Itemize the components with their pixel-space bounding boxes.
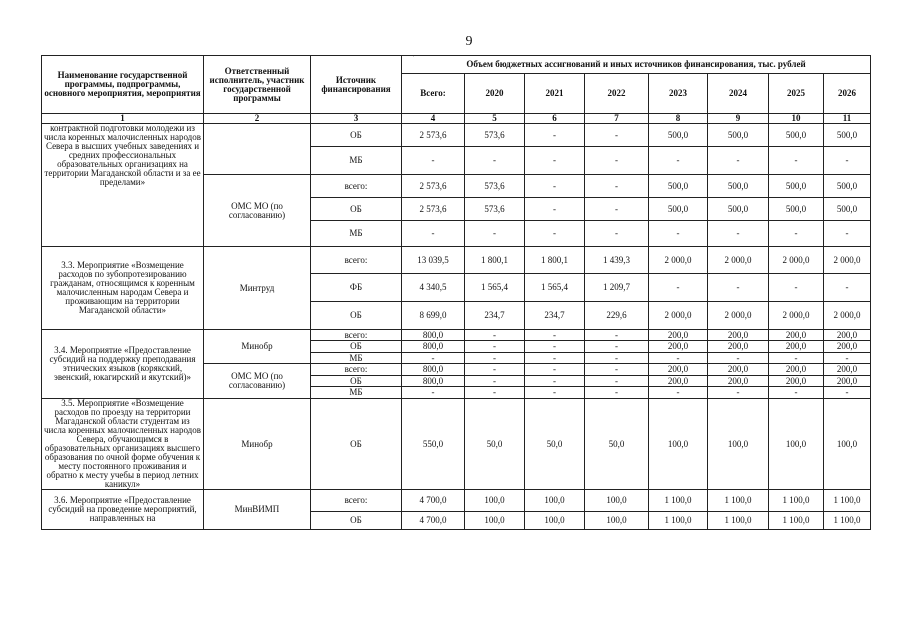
value-cell: 500,0 (708, 175, 769, 198)
value-cell: 800,0 (402, 376, 465, 387)
value-cell: - (465, 376, 525, 387)
value-cell: 573,6 (465, 175, 525, 198)
measure-name: 3.6. Мероприятие «Предоставление субсидий на проведение мероприятий, направленных на (42, 490, 204, 530)
source-cell: МБ (311, 147, 402, 175)
source-cell: всего: (311, 490, 402, 512)
value-cell: 1 100,0 (708, 490, 769, 512)
value-cell: 1 100,0 (649, 490, 708, 512)
executor-cell: ОМС МО (по согласованию) (204, 364, 311, 399)
value-cell: - (585, 387, 649, 399)
value-cell: - (465, 147, 525, 175)
value-cell: 573,6 (465, 198, 525, 221)
executor-cell: Минобр (204, 330, 311, 364)
value-cell: - (824, 221, 871, 247)
value-cell: 2 000,0 (769, 247, 824, 274)
value-cell: 200,0 (824, 330, 871, 341)
value-cell: 2 573,6 (402, 124, 465, 147)
value-cell: 200,0 (708, 364, 769, 376)
value-cell: 1 800,1 (525, 247, 585, 274)
value-cell: - (525, 376, 585, 387)
value-cell: 500,0 (769, 175, 824, 198)
source-cell: МБ (311, 353, 402, 364)
source-cell: ОБ (311, 341, 402, 353)
value-cell: 1 100,0 (824, 490, 871, 512)
value-cell: - (525, 124, 585, 147)
value-cell: 500,0 (649, 124, 708, 147)
column-number: 7 (585, 114, 649, 124)
value-cell: - (525, 364, 585, 376)
value-cell: 2 000,0 (708, 247, 769, 274)
page-number: 9 (465, 34, 473, 49)
value-cell: 100,0 (769, 399, 824, 490)
measure-name: 3.4. Мероприятие «Предоставление субсидий на поддержку преподавания этнических языков (корякский, эвенский, юкагирский и якутский)» (42, 330, 204, 399)
value-cell: - (824, 274, 871, 302)
value-cell: - (402, 353, 465, 364)
value-cell: - (649, 221, 708, 247)
value-cell: 13 039,5 (402, 247, 465, 274)
source-cell: всего: (311, 247, 402, 274)
column-number: 5 (465, 114, 525, 124)
value-cell: 200,0 (769, 330, 824, 341)
value-cell: 229,6 (585, 302, 649, 330)
value-cell: - (465, 353, 525, 364)
value-cell: 4 700,0 (402, 490, 465, 512)
source-cell: МБ (311, 221, 402, 247)
table-row (42, 124, 871, 147)
value-cell: 50,0 (465, 399, 525, 490)
executor-cell (204, 124, 311, 175)
header-year: 2025 (769, 74, 824, 114)
value-cell: - (769, 147, 824, 175)
value-cell: 4 340,5 (402, 274, 465, 302)
value-cell: 500,0 (824, 198, 871, 221)
value-cell: - (525, 198, 585, 221)
value-cell: 1 100,0 (769, 490, 824, 512)
value-cell: - (585, 221, 649, 247)
value-cell: 8 699,0 (402, 302, 465, 330)
value-cell: - (465, 330, 525, 341)
executor-cell: Минтруд (204, 247, 311, 330)
value-cell: 800,0 (402, 330, 465, 341)
value-cell: 1 800,1 (465, 247, 525, 274)
source-cell: ОБ (311, 124, 402, 147)
source-cell: МБ (311, 387, 402, 399)
value-cell: 50,0 (525, 399, 585, 490)
value-cell: - (465, 364, 525, 376)
header-volume: Объем бюджетных ассигнований и иных источников финансирования, тыс. рублей (402, 56, 871, 74)
value-cell: 200,0 (824, 364, 871, 376)
value-cell: - (824, 387, 871, 399)
value-cell: 800,0 (402, 364, 465, 376)
measure-name: 3.5. Мероприятие «Возмещение расходов по проезду на территории Магаданской области студентам из числа коренных малочисленных народов Севера, обучающимся в образовательных организациях высшего образования по очной форме обучения к месту постоянного проживания и обратно к месту учебы в период летних каникул» (42, 399, 204, 490)
value-cell: 1 565,4 (465, 274, 525, 302)
value-cell: 100,0 (465, 512, 525, 530)
source-cell: ОБ (311, 376, 402, 387)
table-row (42, 490, 871, 512)
value-cell: 2 573,6 (402, 175, 465, 198)
source-cell: ОБ (311, 198, 402, 221)
value-cell: 200,0 (649, 341, 708, 353)
value-cell: 200,0 (824, 376, 871, 387)
value-cell: - (649, 387, 708, 399)
value-cell: 550,0 (402, 399, 465, 490)
value-cell: 234,7 (525, 302, 585, 330)
value-cell: - (525, 175, 585, 198)
value-cell: - (585, 175, 649, 198)
header-year: 2024 (708, 74, 769, 114)
value-cell: 234,7 (465, 302, 525, 330)
value-cell: - (769, 274, 824, 302)
value-cell: 1 100,0 (824, 512, 871, 530)
value-cell: - (824, 353, 871, 364)
header-year: 2022 (585, 74, 649, 114)
source-cell: всего: (311, 330, 402, 341)
value-cell: - (585, 341, 649, 353)
value-cell: - (525, 353, 585, 364)
value-cell: - (708, 221, 769, 247)
value-cell: 100,0 (465, 490, 525, 512)
value-cell: - (649, 147, 708, 175)
source-cell: ОБ (311, 512, 402, 530)
value-cell: - (708, 274, 769, 302)
column-number: 9 (708, 114, 769, 124)
value-cell: 1 100,0 (708, 512, 769, 530)
value-cell: - (585, 124, 649, 147)
value-cell: 200,0 (769, 341, 824, 353)
value-cell: 200,0 (769, 364, 824, 376)
value-cell: - (525, 221, 585, 247)
value-cell: 800,0 (402, 341, 465, 353)
value-cell: - (585, 364, 649, 376)
value-cell: - (402, 221, 465, 247)
value-cell: - (402, 387, 465, 399)
header-year: 2021 (525, 74, 585, 114)
value-cell: 100,0 (525, 512, 585, 530)
value-cell: 2 000,0 (708, 302, 769, 330)
value-cell: 200,0 (649, 364, 708, 376)
value-cell: 200,0 (708, 376, 769, 387)
value-cell: 500,0 (708, 124, 769, 147)
value-cell: 200,0 (769, 376, 824, 387)
column-number: 1 (42, 114, 204, 124)
value-cell: 200,0 (824, 341, 871, 353)
header-name: Наименование государственной программы, подпрограммы, основного мероприятия, мероприятия (42, 56, 204, 114)
value-cell: - (649, 353, 708, 364)
value-cell: - (585, 353, 649, 364)
value-cell: - (585, 330, 649, 341)
value-cell: 573,6 (465, 124, 525, 147)
table-row (42, 330, 871, 341)
value-cell: 500,0 (769, 198, 824, 221)
column-number: 4 (402, 114, 465, 124)
value-cell: 2 573,6 (402, 198, 465, 221)
value-cell: - (525, 387, 585, 399)
value-cell: 2 000,0 (649, 302, 708, 330)
value-cell: 100,0 (585, 512, 649, 530)
value-cell: 1 209,7 (585, 274, 649, 302)
value-cell: 2 000,0 (824, 247, 871, 274)
value-cell: - (525, 341, 585, 353)
value-cell: 2 000,0 (769, 302, 824, 330)
column-number: 10 (769, 114, 824, 124)
source-cell: всего: (311, 364, 402, 376)
header-year: 2020 (465, 74, 525, 114)
column-number: 2 (204, 114, 311, 124)
header-year: 2026 (824, 74, 871, 114)
value-cell: 1 100,0 (769, 512, 824, 530)
executor-cell: ОМС МО (по согласованию) (204, 175, 311, 247)
value-cell: 1 100,0 (649, 512, 708, 530)
value-cell: 500,0 (824, 175, 871, 198)
budget-table (41, 55, 871, 530)
value-cell: 1 565,4 (525, 274, 585, 302)
value-cell: 500,0 (769, 124, 824, 147)
value-cell: - (465, 387, 525, 399)
header-executor: Ответственный исполнитель, участник государственной программы (204, 56, 311, 114)
value-cell: - (708, 353, 769, 364)
value-cell: 100,0 (708, 399, 769, 490)
value-cell: - (769, 353, 824, 364)
column-number: 3 (311, 114, 402, 124)
value-cell: - (465, 221, 525, 247)
value-cell: - (525, 147, 585, 175)
value-cell: 200,0 (649, 330, 708, 341)
source-cell: всего: (311, 175, 402, 198)
scan-dot-mark: · (412, 51, 415, 61)
value-cell: - (649, 274, 708, 302)
header-source: Источник финансирования (311, 56, 402, 114)
column-number: 8 (649, 114, 708, 124)
value-cell: - (769, 221, 824, 247)
value-cell: - (525, 330, 585, 341)
value-cell: - (402, 147, 465, 175)
value-cell: - (769, 387, 824, 399)
value-cell: 100,0 (585, 490, 649, 512)
value-cell: - (585, 376, 649, 387)
value-cell: - (708, 147, 769, 175)
value-cell: - (465, 341, 525, 353)
source-cell: ОБ (311, 399, 402, 490)
source-cell: ОБ (311, 302, 402, 330)
value-cell: - (585, 198, 649, 221)
table-row (42, 399, 871, 490)
value-cell: 500,0 (824, 124, 871, 147)
value-cell: 500,0 (649, 198, 708, 221)
column-number: 11 (824, 114, 871, 124)
value-cell: 200,0 (649, 376, 708, 387)
measure-name: контрактной подготовки молодежи из числа коренных малочисленных народов Севера в высших учебных заведениях и средних профессиональных образовательных организациях на территории Магаданской области и за ее пределами» (42, 124, 204, 247)
value-cell: - (824, 147, 871, 175)
column-number: 6 (525, 114, 585, 124)
value-cell: - (708, 387, 769, 399)
value-cell: 1 439,3 (585, 247, 649, 274)
table-row (42, 247, 871, 274)
value-cell: 200,0 (708, 330, 769, 341)
value-cell: 100,0 (649, 399, 708, 490)
measure-name: 3.3. Мероприятие «Возмещение расходов по зубопротезированию гражданам, относящимся к коренным малочисленным народам Севера и проживающим на территории Магаданской области» (42, 247, 204, 330)
executor-cell: Минобр (204, 399, 311, 490)
value-cell: - (585, 147, 649, 175)
value-cell: 500,0 (708, 198, 769, 221)
value-cell: 100,0 (824, 399, 871, 490)
value-cell: 500,0 (649, 175, 708, 198)
value-cell: 100,0 (525, 490, 585, 512)
header-year: 2023 (649, 74, 708, 114)
value-cell: 2 000,0 (649, 247, 708, 274)
header-total: Всего: (402, 74, 465, 114)
value-cell: 2 000,0 (824, 302, 871, 330)
source-cell: ФБ (311, 274, 402, 302)
value-cell: 4 700,0 (402, 512, 465, 530)
value-cell: 50,0 (585, 399, 649, 490)
executor-cell: МинВИМП (204, 490, 311, 530)
value-cell: 200,0 (708, 341, 769, 353)
